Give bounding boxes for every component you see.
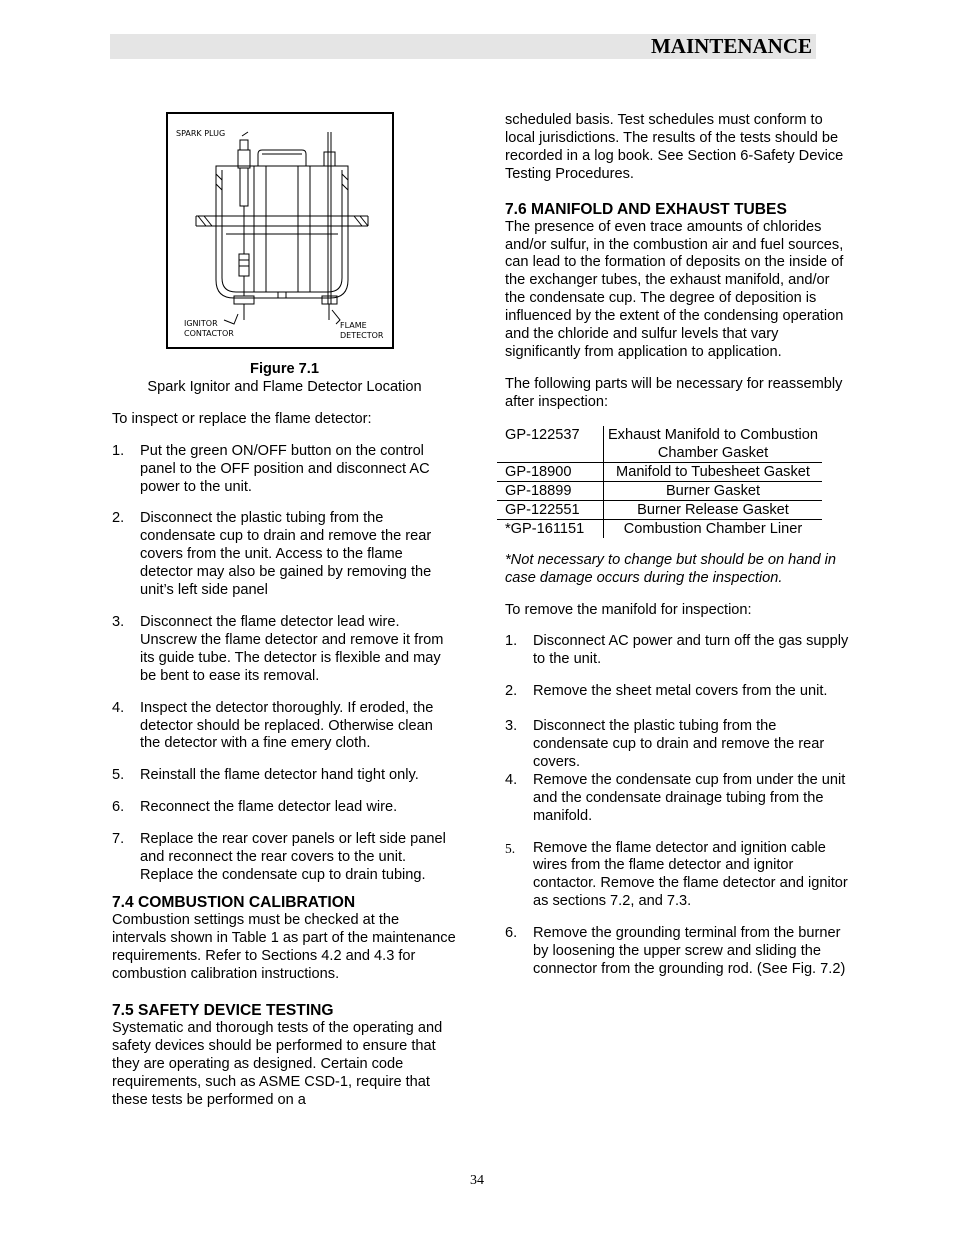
remove-manifold-intro: To remove the manifold for inspection: <box>505 601 752 618</box>
list-item: 3. Disconnect the flame detector lead wire. Unscrew the flame detector and remove it from its guide tube. The detector is flexible and may be bent to ease its removal. <box>112 613 444 684</box>
table-row: GP-18899 Burner Gasket <box>497 481 822 500</box>
section-7-6-heading: 7.6 MANIFOLD AND EXHAUST TUBES <box>505 200 787 218</box>
parts-table <box>497 426 822 538</box>
section-7-5-heading: 7.5 SAFETY DEVICE TESTING <box>112 1002 334 1020</box>
table-row: GP-122551 Burner Release Gasket <box>497 500 822 519</box>
section-7-6-text: The presence of even trace amounts of chlorides and/or sulfur, in the combustion air and fuel sources, can lead to the formation of deposits on the inside of the exchanger tubes, the exhaust manifold, and/or the condensate cup. The degree of deposition is influenced by the extent of the condensing operation and the chloride and sulfur levels that vary significantly from application to application. <box>505 218 844 360</box>
list-item: 5. Reinstall the flame detector hand tight only. <box>112 767 419 784</box>
left-column <box>112 112 457 1110</box>
list-item: 4. Inspect the detector thoroughly. If eroded, the detector should be replaced. Otherwise clean the detector with a fine emery cloth. <box>112 699 434 752</box>
list-item: 4. Remove the condensate cup from under the unit and the condensate drainage tubing from the manifold. <box>505 771 846 824</box>
list-item: 7. Replace the rear cover panels or left side panel and reconnect the rear covers to the unit. Replace the condensate cup to drain tubing. <box>112 831 446 883</box>
figure-caption-number: Figure 7.1 <box>250 361 319 377</box>
remove-manifold-steps <box>505 633 850 979</box>
label-contactor: CONTACTOR <box>184 329 234 338</box>
section-7-4-heading: 7.4 COMBUSTION CALIBRATION <box>112 893 356 911</box>
list-item: 6. Reconnect the flame detector lead wire. <box>112 799 398 816</box>
page-number: 34 <box>470 1173 484 1188</box>
section-7-5-continued: scheduled basis. Test schedules must conform to local jurisdictions. The results of the tests should be recorded in a log book. See Section 6-Safety Device Testing Procedures. <box>505 112 844 182</box>
table-row: *GP-161151 Combustion Chamber Liner <box>497 519 822 538</box>
list-item: 2. Remove the sheet metal covers from the unit. <box>505 683 828 700</box>
spark-ignitor-diagram <box>168 114 392 347</box>
table-row: GP-18900 Manifold to Tubesheet Gasket <box>497 462 822 481</box>
list-item: 1. Put the green ON/OFF button on the control panel to the OFF position and disconnect AC power to the unit. <box>112 442 430 495</box>
flame-detector-steps <box>112 443 457 885</box>
label-flame: FLAME <box>340 321 367 330</box>
list-item: 2. Disconnect the plastic tubing from the condensate cup to drain and remove the rear covers from the unit. Access to the flame detector may also be gained by removing the unit’s left side panel <box>112 510 432 599</box>
section-7-4-text: Combustion settings must be checked at the intervals shown in Table 1 as part of the maintenance requirements. Refer to Sections 4.2 and 4.3 for combustion calibration instructions. <box>112 911 456 982</box>
section-7-5-text: Systematic and thorough tests of the operating and safety devices should be performed to ensure that they are operating as designed. Certain code requirements, such as ASME CSD-1, require that these tests be performed on a <box>112 1020 443 1109</box>
page-title: MAINTENANCE <box>650 34 812 58</box>
list-item: 6. Remove the grounding terminal from the burner by loosening the upper screw and sliding the connector from the grounding rod. (See Fig. 7.2) <box>505 925 846 977</box>
table-row: GP-122537 Exhaust Manifold to Combustion Chamber Gasket <box>497 426 822 463</box>
right-column <box>505 112 850 993</box>
list-item: 1. Disconnect AC power and turn off the gas supply to the unit. <box>505 633 849 668</box>
flame-detector-intro: To inspect or replace the flame detector: <box>112 410 372 427</box>
parts-note: *Not necessary to change but should be on hand in case damage occurs during the inspection. <box>505 551 837 586</box>
label-detector: DETECTOR <box>340 331 384 340</box>
figure-caption-text: Spark Ignitor and Flame Detector Location <box>147 378 422 395</box>
list-item: 5. Remove the flame detector and ignition cable wires from the flame detector and ignitor contactor. Remove the flame detector and ignitor as sections 7.2, and 7.3. <box>505 839 848 910</box>
label-spark-plug: SPARK PLUG <box>176 129 226 138</box>
figure-7-1 <box>166 112 394 349</box>
label-ignitor: IGNITOR <box>184 319 218 328</box>
list-item: 3. Disconnect the plastic tubing from the condensate cup to drain and remove the rear covers. <box>505 718 825 770</box>
parts-intro: The following parts will be necessary for reassembly after inspection: <box>505 375 843 410</box>
